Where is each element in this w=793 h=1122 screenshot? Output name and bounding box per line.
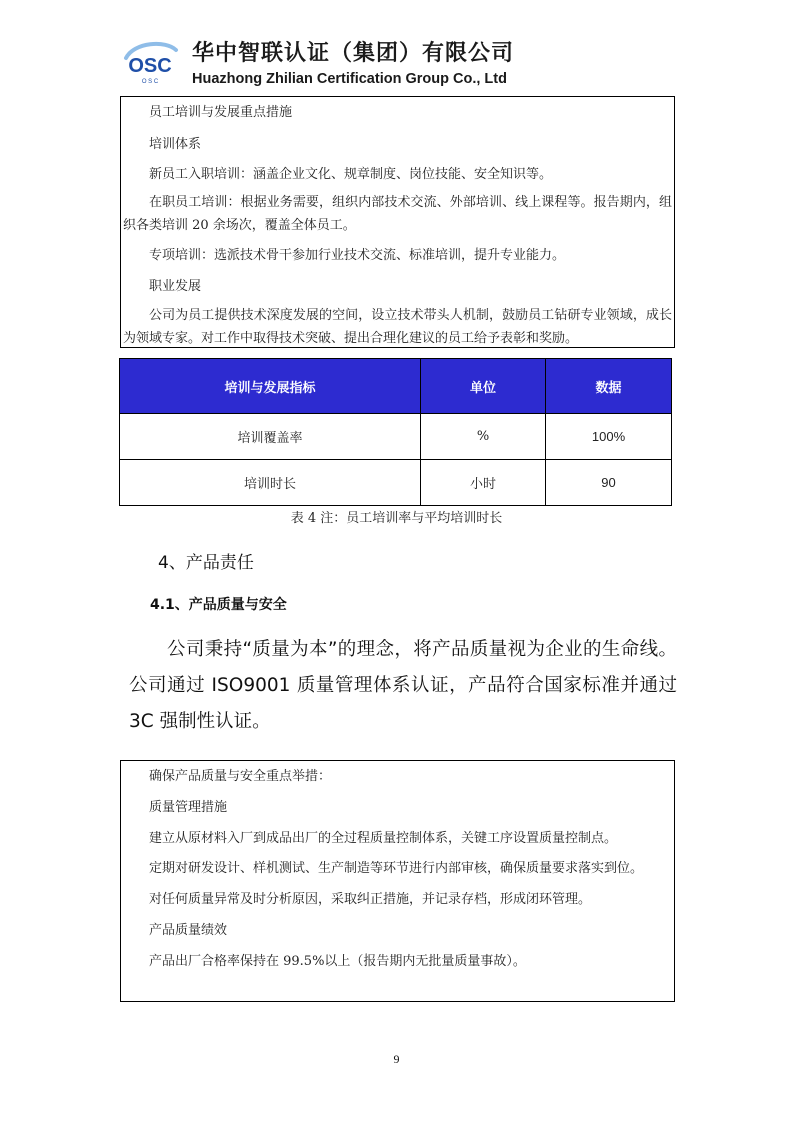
table-cell: 90 (546, 460, 672, 506)
box-title: 员工培训与发展重点措施 (149, 105, 293, 120)
box-item: 公司为员工提供技术深度发展的空间，设立技术带头人机制，鼓励员工钻研专业领域，成长为领域专家。对工作中取得技术突破、提出合理化建议的员工给予表彰和奖励。 (123, 308, 672, 346)
box-section-heading: 产品质量绩效 (149, 923, 228, 938)
section-heading: 4、产品责任 (158, 553, 254, 573)
table-caption: 表 4 注：员工培训率与平均培训时长 (290, 511, 503, 526)
company-name-en: Huazhong Zhilian Certification Group Co., Ltd (192, 71, 507, 87)
box-item: 新员工入职培训：涵盖企业文化、规章制度、岗位技能、安全知识等。 (149, 167, 553, 182)
table-row (120, 460, 672, 506)
training-measures-box (120, 96, 675, 348)
box-item: 产品出厂合格率保持在 99.5%以上（报告期内无批量质量事故）。 (149, 954, 526, 969)
table-header-cell: 培训与发展指标 (120, 359, 421, 414)
training-metrics-table (119, 358, 672, 506)
table-header-row (120, 359, 672, 414)
table-cell: 培训覆盖率 (120, 414, 421, 460)
subsection-heading: 4.1、产品质量与安全 (150, 597, 287, 613)
table-cell: 100% (546, 414, 672, 460)
box-section-heading: 培训体系 (149, 137, 202, 152)
company-name-cn: 华中智联认证（集团）有限公司 (192, 41, 515, 66)
table-cell: 培训时长 (120, 460, 421, 506)
table-header-cell: 数据 (546, 359, 672, 414)
table-cell: % (421, 414, 546, 460)
logo-small-text: O S C (141, 79, 159, 85)
box-item: 定期对研发设计、样机测试、生产制造等环节进行内部审核，确保质量要求落实到位。 (149, 861, 644, 876)
body-paragraph: 公司秉持“质量为本”的理念，将产品质量视为企业的生命线。公司通过 ISO9001 质量管理体系认证，产品符合国家标准并通过 3C 强制性认证。 (129, 639, 677, 732)
page-header (120, 30, 680, 92)
box-section-heading: 质量管理措施 (149, 800, 228, 815)
box-item: 建立从原材料入厂到成品出厂的全过程质量控制体系，关键工序设置质量控制点。 (149, 831, 618, 846)
box-section-heading: 职业发展 (149, 279, 202, 294)
quality-measures-box (120, 760, 675, 1002)
logo-text: OSC (128, 55, 172, 77)
table-row (120, 414, 672, 460)
page-number: 9 (393, 1052, 400, 1066)
table-cell: 小时 (421, 460, 546, 506)
box-item: 专项培训：选派技术骨干参加行业技术交流、标准培训，提升专业能力。 (149, 248, 566, 263)
box-item: 对任何质量异常及时分析原因，采取纠正措施，并记录存档，形成闭环管理。 (149, 892, 592, 907)
box-title: 确保产品质量与安全重点举措： (149, 769, 332, 784)
table-header-cell: 单位 (421, 359, 546, 414)
company-logo-icon (120, 38, 180, 86)
box-item: 在职员工培训：根据业务需要，组织内部技术交流、外部培训、线上课程等。报告期内，组织各类培训 20 余场次，覆盖全体员工。 (123, 195, 672, 233)
